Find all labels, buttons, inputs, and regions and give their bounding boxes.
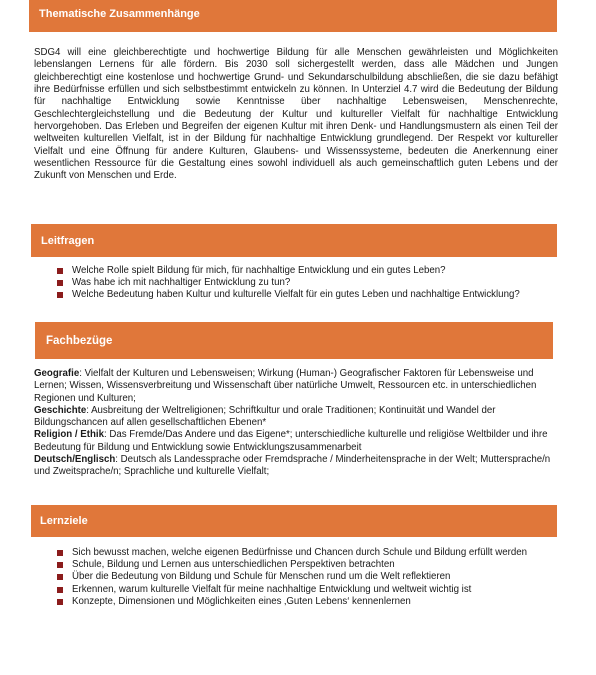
list-item [56,289,556,301]
intro-paragraph: SDG4 will eine gleichberechtigte und hochwertige Bildung für alle Menschen gewährleisten und Möglichkeiten lebenslangen Lernens für alle fördern. Bis 2030 soll sichergestellt werden, dass alle Mädchen und Jungen gleichberechtigt eine kostenlose und hochwertige Grund- und Sekundarschulbildung abschließen, die sie dazu befähigt ihre Bedürfnisse erfüllen und sich selbstbestimmt entwickeln zu können. In Unterziel 4.7 wird die Bedeutung der Bildung für nachhaltige Entwicklung sowie Kenntnisse über nachhaltige Lebensweisen, Menschenrechte, Geschlechtergleichstellung und die Bedeutung der Kultur und kultureller Vielfalt für nachhaltige Entwicklung hervorgehoben. Das Erleben und Begreifen der eigenen Kultur mit ihren Denk- und Handlungsmustern als einen Teil der weltweiten kulturellen Vielfalt, ist in der Bildung für nachhaltige Entwicklung grundlegend. Der Respekt vor kultureller Vielfalt und eine Öffnung für andere Kulturen, Glaubens- und Wissenssysteme, bedeuten die Anerkennung einer wesentlichen Ressource für die Gestaltung eines sowohl individuell als auch gemeinschaftlich guten Lebens und der Zukunft von Menschen und Erde. [34,47,558,182]
subject-label: Religion / Ethik [34,429,104,441]
fachbezug-entry [34,368,559,405]
section-title: Lernziele [40,515,88,527]
list-item-text: Was habe ich mit nachhaltiger Entwicklung zu tun? [72,277,291,289]
list-item [56,571,546,583]
leitfragen-list [56,265,556,302]
fachbezug-entry [34,454,559,479]
subject-text: : Ausbreitung der Weltreligionen; Schriftkultur und orale Traditionen; Kontinuität und Wandel der Bildungschancen auf allen gesellschaftlichen Ebenen* [34,404,496,429]
list-item [56,277,556,289]
list-item-text: Welche Bedeutung haben Kultur und kulturelle Vielfalt für ein gutes Leben und nachhaltige Entwicklung? [72,289,520,301]
section-header-fachbezuege [35,322,553,359]
fachbezug-entry [34,405,559,430]
section-header-thematische-zusammenhaenge [29,0,557,32]
bullet-square-icon [57,599,63,605]
subject-text: : Deutsch als Landessprache oder Fremdsprache / Minderheitensprache in der Welt; Muttersprache/n und Zweitsprache/n; Sprachliche und kulturelle Vielfalt; [34,454,551,478]
list-item-text: Konzepte, Dimensionen und Möglichkeiten eines ‚Guten Lebens‘ kennenlernen [72,595,411,607]
list-item-text: Erkennen, warum kulturelle Vielfalt für meine nachhaltige Entwicklung und weltweit wichtig ist [72,583,472,595]
section-header-leitfragen [31,224,557,257]
fachbezuege-block [34,368,559,479]
section-header-lernziele [31,505,557,537]
list-item-text: Über die Bedeutung von Bildung und Schule für Menschen rund um die Welt reflektieren [72,571,451,583]
bullet-square-icon [57,280,63,286]
lernziele-list [56,547,546,608]
bullet-square-icon [57,574,63,580]
list-item-text: Welche Rolle spielt Bildung für mich, für nachhaltige Entwicklung und ein gutes Leben? [72,265,446,276]
subject-label: Deutsch/Englisch [34,454,116,466]
list-item [56,547,546,559]
subject-label: Geografie [34,368,80,379]
bullet-square-icon [57,292,63,298]
list-item [56,596,546,608]
section-title: Thematische Zusammenhänge [39,8,200,20]
list-item [56,265,556,277]
subject-text: : Das Fremde/Das Andere und das Eigene*; unterschiedliche kulturelle und religiöse Weltbilder und ihre Bedeutung für Bildung und Entwicklung sowie Entwicklungszusammenarbeit [34,429,548,453]
list-item [56,584,546,596]
bullet-square-icon [57,550,63,556]
section-title: Leitfragen [41,234,95,247]
section-title: Fachbezüge [46,334,113,347]
fachbezug-entry [34,429,559,454]
subject-text: : Vielfalt der Kulturen und Lebensweisen; Wirkung (Human-) Geografischer Faktoren für Lebensweise und Lernen; Wissen, Wissensverbreitung und Wissenschaft über natürliche Umwelt, Ressourcen etc. in unterschiedlichen Regionen und Kulturen; [34,368,537,404]
bullet-square-icon [57,562,63,568]
list-item-text: Sich bewusst machen, welche eigenen Bedürfnisse und Chancen durch Schule und Bildung erfüllt werden [72,547,528,558]
subject-label: Geschichte [34,404,87,416]
bullet-square-icon [57,268,63,274]
list-item-text: Schule, Bildung und Lernen aus unterschiedlichen Perspektiven betrachten [72,559,395,571]
list-item [56,559,546,571]
bullet-square-icon [57,587,63,593]
